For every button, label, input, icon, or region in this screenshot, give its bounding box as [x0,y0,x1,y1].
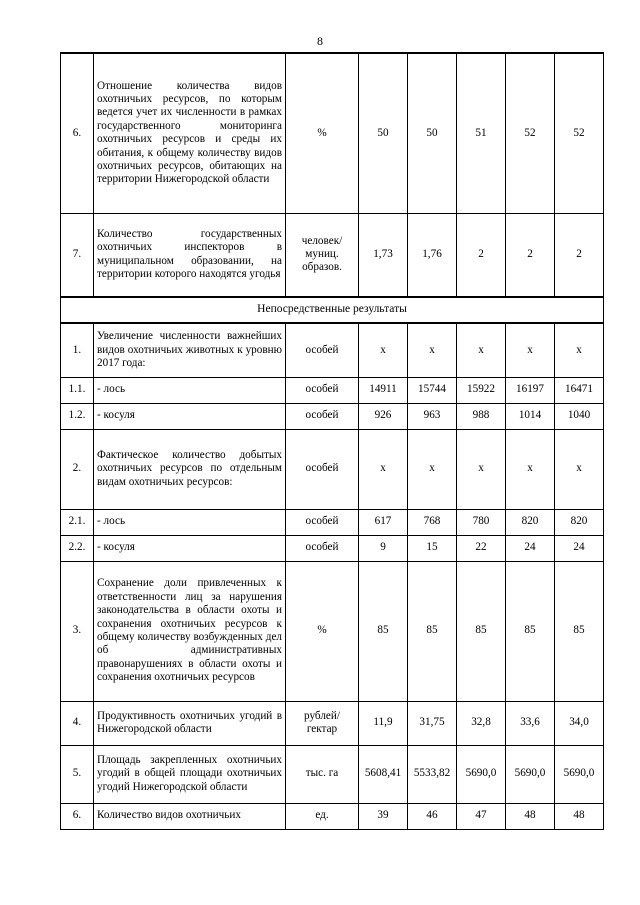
row-value: 2 [457,213,506,297]
table-row [61,509,604,535]
row-unit: особей [286,429,359,509]
row-number: 5. [61,745,94,803]
page-number: 8 [317,34,323,48]
row-number: 1.2. [61,403,94,429]
table-row [61,429,604,509]
row-unit: особей [286,535,359,561]
row-value: 2 [506,213,555,297]
row-value: 46 [408,803,457,829]
row-value: 16197 [506,377,555,403]
table-row [61,561,604,701]
row-value: 1014 [506,403,555,429]
row-value: 617 [359,509,408,535]
row-value: 1,73 [359,213,408,297]
row-value: 52 [506,53,555,213]
row-description: Фактическое количество добытых охотничьих ресурсов по отдельным видам охотничьих ресурсов: [94,429,286,509]
row-value: 24 [555,535,604,561]
row-value: х [555,323,604,377]
row-description: Количество видов охотничьих [94,803,286,829]
row-value: 11,9 [359,701,408,745]
row-value: 9 [359,535,408,561]
row-description: Увеличение численности важнейших видов охотничьих животных к уровню 2017 года: [94,323,286,377]
row-value: 2 [555,213,604,297]
row-value: 963 [408,403,457,429]
row-number: 1.1. [61,377,94,403]
row-value: 15922 [457,377,506,403]
row-value: 926 [359,403,408,429]
row-description: Количество государственных охотничьих инспекторов в муниципальном образовании, на территории которого находятся угодья [94,213,286,297]
section-title: Непосредственные результаты [61,297,604,323]
row-number: 2.1. [61,509,94,535]
row-value: 85 [555,561,604,701]
row-value: 48 [506,803,555,829]
row-value: 15 [408,535,457,561]
table-row [61,53,604,213]
row-value: 48 [555,803,604,829]
table-row [61,745,604,803]
row-value: 33,6 [506,701,555,745]
row-description: - косуля [94,535,286,561]
row-value: 52 [555,53,604,213]
row-value: 50 [408,53,457,213]
row-value: 85 [506,561,555,701]
row-value: 32,8 [457,701,506,745]
table-row [61,377,604,403]
row-value: 51 [457,53,506,213]
row-unit: % [286,53,359,213]
row-value: 24 [506,535,555,561]
row-description: Площадь закрепленных охотничьих угодий в общей площади охотничьих угодий Нижегородской области [94,745,286,803]
row-description: - косуля [94,403,286,429]
row-value: 820 [506,509,555,535]
row-number: 4. [61,701,94,745]
row-description: Сохранение доли привлеченных к ответственности лиц за нарушения законодательства в области охоты и сохранения охотничьих ресурсов к общему количеству возбужденных дел об административных правонарушениях в области охоты и сохранения охотничьих ресурсов [94,561,286,701]
row-unit: человек/ муниц. образов. [286,213,359,297]
row-value: х [408,323,457,377]
row-value: х [359,323,408,377]
row-unit: % [286,561,359,701]
row-value: х [359,429,408,509]
table-row [61,803,604,829]
row-unit: особей [286,403,359,429]
row-description: Продуктивность охотничьих угодий в Нижегородской области [94,701,286,745]
row-value: 5608,41 [359,745,408,803]
row-value: 1040 [555,403,604,429]
row-value: 22 [457,535,506,561]
row-value: 50 [359,53,408,213]
row-value: 85 [457,561,506,701]
indicators-body [61,53,604,297]
row-value: х [555,429,604,509]
table-row [61,403,604,429]
row-value: 85 [408,561,457,701]
row-value: 14911 [359,377,408,403]
row-value: 988 [457,403,506,429]
table-row [61,701,604,745]
row-value: х [506,429,555,509]
results-body [61,323,604,829]
row-value: 5690,0 [555,745,604,803]
row-value: 5533,82 [408,745,457,803]
indicators-table [60,52,604,830]
row-value: 47 [457,803,506,829]
row-description: - лось [94,377,286,403]
row-value: 5690,0 [457,745,506,803]
row-number: 1. [61,323,94,377]
row-number: 7. [61,213,94,297]
table-row [61,535,604,561]
row-number: 6. [61,803,94,829]
row-unit: тыс. га [286,745,359,803]
row-number: 3. [61,561,94,701]
row-unit: особей [286,323,359,377]
row-number: 2.2. [61,535,94,561]
row-value: х [408,429,457,509]
row-number: 6. [61,53,94,213]
row-value: 820 [555,509,604,535]
row-value: х [457,429,506,509]
row-value: х [457,323,506,377]
row-value: 34,0 [555,701,604,745]
row-value: 5690,0 [506,745,555,803]
row-value: 768 [408,509,457,535]
row-value: 1,76 [408,213,457,297]
row-unit: особей [286,377,359,403]
row-value: 16471 [555,377,604,403]
row-unit: ед. [286,803,359,829]
section-row [61,297,604,323]
row-value: 780 [457,509,506,535]
row-number: 2. [61,429,94,509]
row-description: Отношение количества видов охотничьих ресурсов, по которым ведется учет их численности в рамках государственного мониторинга охотничьих ресурсов и среды их обитания, к общему количеству видов охотничьих ресурсов, обитающих на территории Нижегородской области [94,53,286,213]
row-value: 39 [359,803,408,829]
row-value: 15744 [408,377,457,403]
row-value: 85 [359,561,408,701]
row-value: х [506,323,555,377]
row-unit: особей [286,509,359,535]
row-unit: рублей/гектар [286,701,359,745]
table-row [61,323,604,377]
row-description: - лось [94,509,286,535]
table-row [61,213,604,297]
row-value: 31,75 [408,701,457,745]
